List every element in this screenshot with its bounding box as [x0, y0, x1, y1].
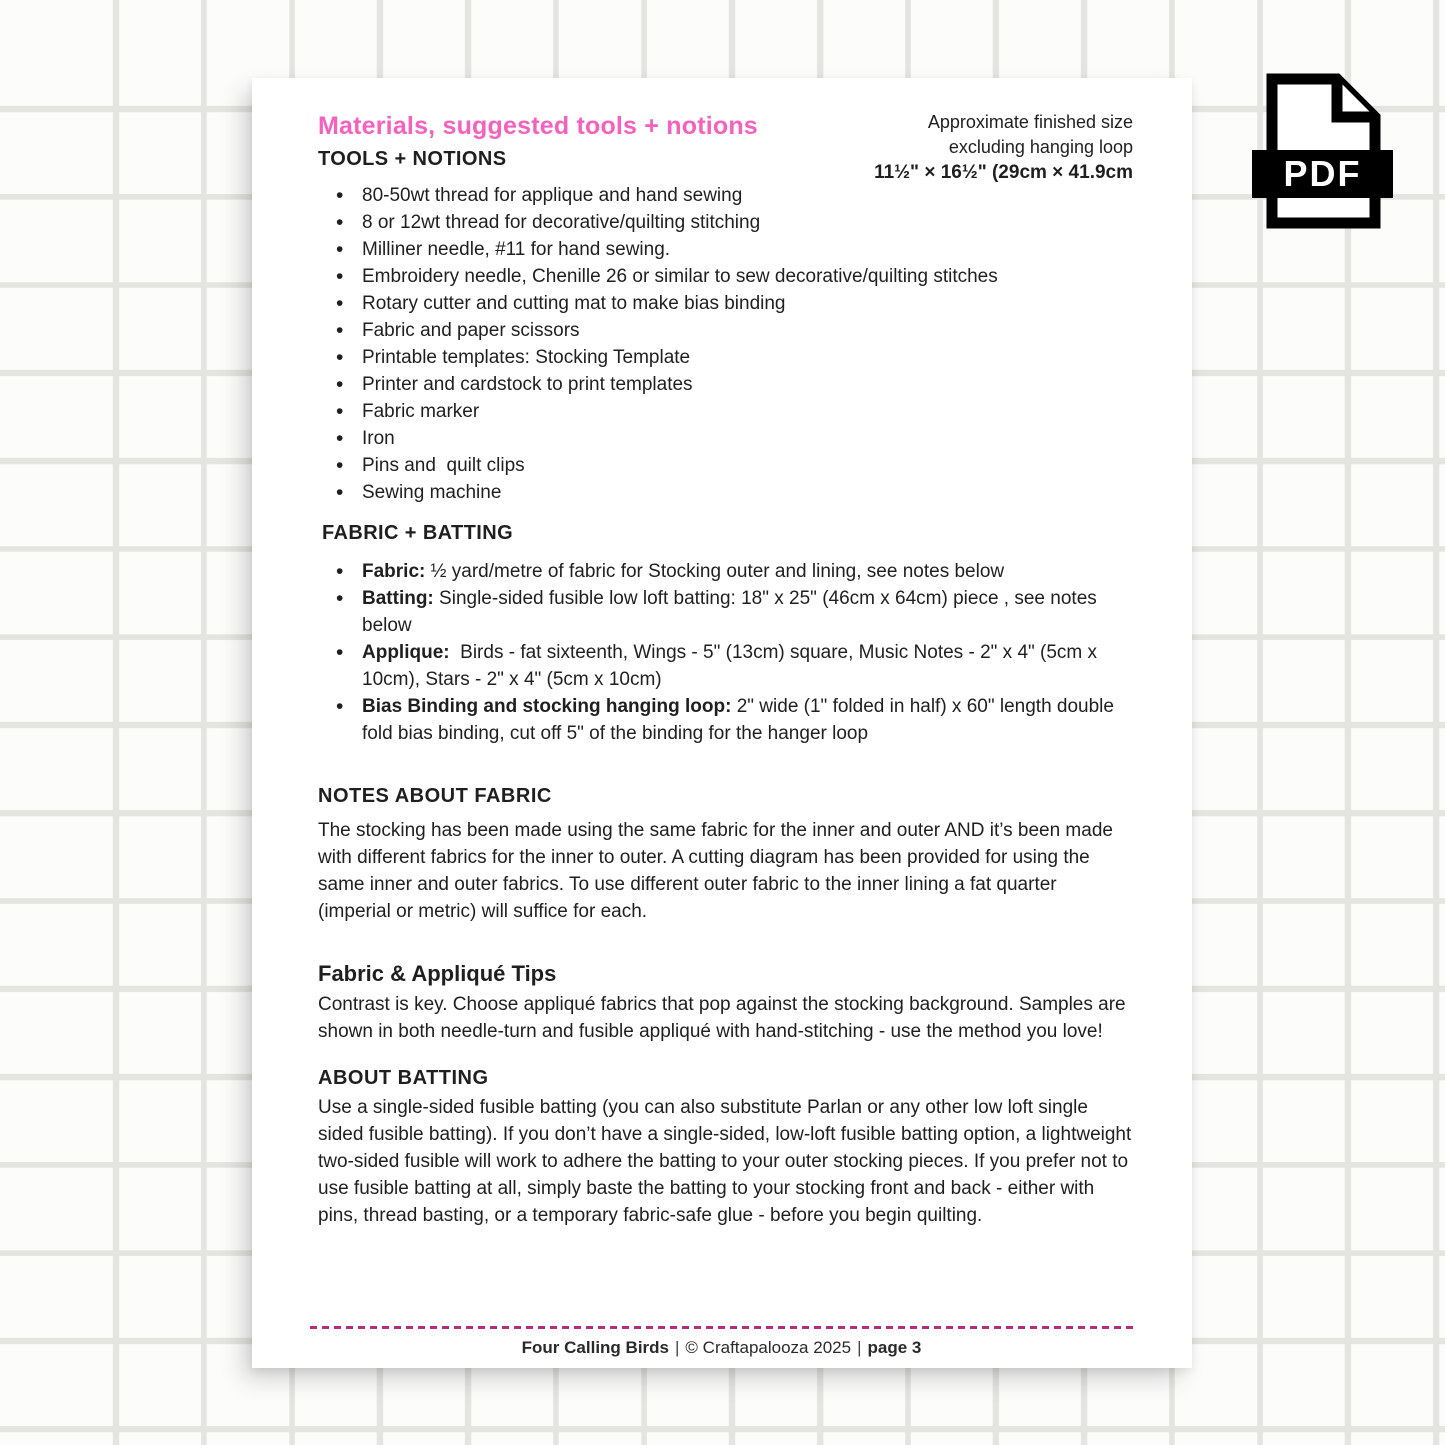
item-label: Batting:: [362, 588, 434, 609]
list-item: [318, 558, 1133, 585]
tools-notions-heading: TOOLS + NOTIONS: [318, 148, 507, 170]
pdf-file-icon: [1252, 73, 1393, 229]
list-item: • Rotary cutter and cutting mat to make bias binding: [318, 290, 1133, 317]
fabric-batting-heading: FABRIC + BATTING: [322, 522, 514, 544]
tools-notions-list: [318, 182, 1133, 506]
list-item: [318, 693, 1133, 747]
pdf-icon-label: PDF: [1283, 153, 1362, 194]
list-item: • 80-50wt thread for applique and hand sewing: [318, 182, 1133, 209]
list-item: • Sewing machine: [318, 479, 1133, 506]
list-item: • 8 or 12wt thread for decorative/quilting stitching: [318, 209, 1133, 236]
item-label: Bias Binding and stocking hanging loop:: [362, 696, 732, 717]
list-item: [318, 639, 1133, 693]
fabric-applique-tips-heading: Fabric & Appliqué Tips: [318, 961, 557, 986]
list-item: • Fabric and paper scissors: [318, 317, 1133, 344]
item-label: Fabric:: [362, 561, 426, 582]
notes-about-fabric-heading: NOTES ABOUT FABRIC: [318, 785, 552, 807]
list-item: • Fabric marker: [318, 398, 1133, 425]
footer-page-number: page 3: [867, 1338, 922, 1357]
list-item: • Iron: [318, 425, 1133, 452]
about-batting-paragraph: Use a single-sided fusible batting (you can also substitute Parlan or any other low loft single sided fusible batting). If you don’t have a single-sided, low-loft fusible batting option, a lightweight two-sided fusible will work to adhere the batting to your outer stocking pieces. If you prefer not to use fusible batting at all, simply baste the batting to your stocking front and back - either with pins, thread basting, or a temporary fabric-safe glue - before you begin quilting.: [318, 1097, 1132, 1226]
item-label: Applique:: [362, 642, 450, 663]
finished-size-dimensions: 11½" × 16½" (29cm × 41.9cm: [874, 162, 1133, 183]
finished-size-note: [874, 110, 1133, 185]
list-item: • Embroidery needle, Chenille 26 or similar to sew decorative/quilting stitches: [318, 263, 1133, 290]
item-text: Birds - fat sixteenth, Wings - 5" (13cm) square, Music Notes - 2" x 4" (5cm x 10cm), Stars - 2" x 4" (5cm x 10cm): [362, 642, 1103, 690]
page-title: Materials, suggested tools + notions: [318, 112, 758, 140]
finished-size-line1: Approximate finished size: [927, 112, 1133, 132]
item-text: ½ yard/metre of fabric for Stocking outer and lining, see notes below: [425, 561, 1005, 582]
fabric-batting-list: [318, 558, 1133, 747]
footer-text: [310, 1338, 1133, 1358]
list-item: • Printer and cardstock to print templates: [318, 371, 1133, 398]
page-footer: [310, 1326, 1133, 1358]
item-text: 2" wide (1" folded in half) x 60" length double fold bias binding, cut off 5" of the binding for the hanger loop: [362, 696, 1120, 744]
footer-pattern-name: Four Calling Birds: [521, 1338, 669, 1357]
footer-separator: |: [675, 1338, 680, 1357]
list-item: • Pins and quilt clips: [318, 452, 1133, 479]
pdf-icon-graphic: [1252, 73, 1393, 229]
list-item: • Printable templates: Stocking Template: [318, 344, 1133, 371]
list-item: • Milliner needle, #11 for hand sewing.: [318, 236, 1133, 263]
footer-divider: [310, 1326, 1133, 1329]
footer-separator: |: [857, 1338, 862, 1357]
footer-copyright: © Craftapalooza 2025: [685, 1338, 852, 1357]
notes-about-fabric-paragraph: The stocking has been made using the same fabric for the inner and outer AND it’s been made with different fabrics for the inner to outer. A cutting diagram has been provided for using the same inner and outer fabrics. To use different outer fabric to the inner lining a fat quarter (imperial or metric) will suffice for each.: [318, 820, 1113, 922]
pdf-page: [252, 78, 1192, 1368]
finished-size-line2: excluding hanging loop: [948, 137, 1133, 157]
fabric-applique-tips-paragraph: Contrast is key. Choose appliqué fabrics that pop against the stocking background. Samples are shown in both needle-turn and fusible appliqué with hand-stitching - use the method you love!: [318, 994, 1126, 1042]
about-batting-heading: ABOUT BATTING: [318, 1067, 489, 1089]
item-text: Single-sided fusible low loft batting: 18" x 25" (46cm x 64cm) piece , see notes below: [362, 588, 1103, 636]
list-item: [318, 585, 1133, 639]
